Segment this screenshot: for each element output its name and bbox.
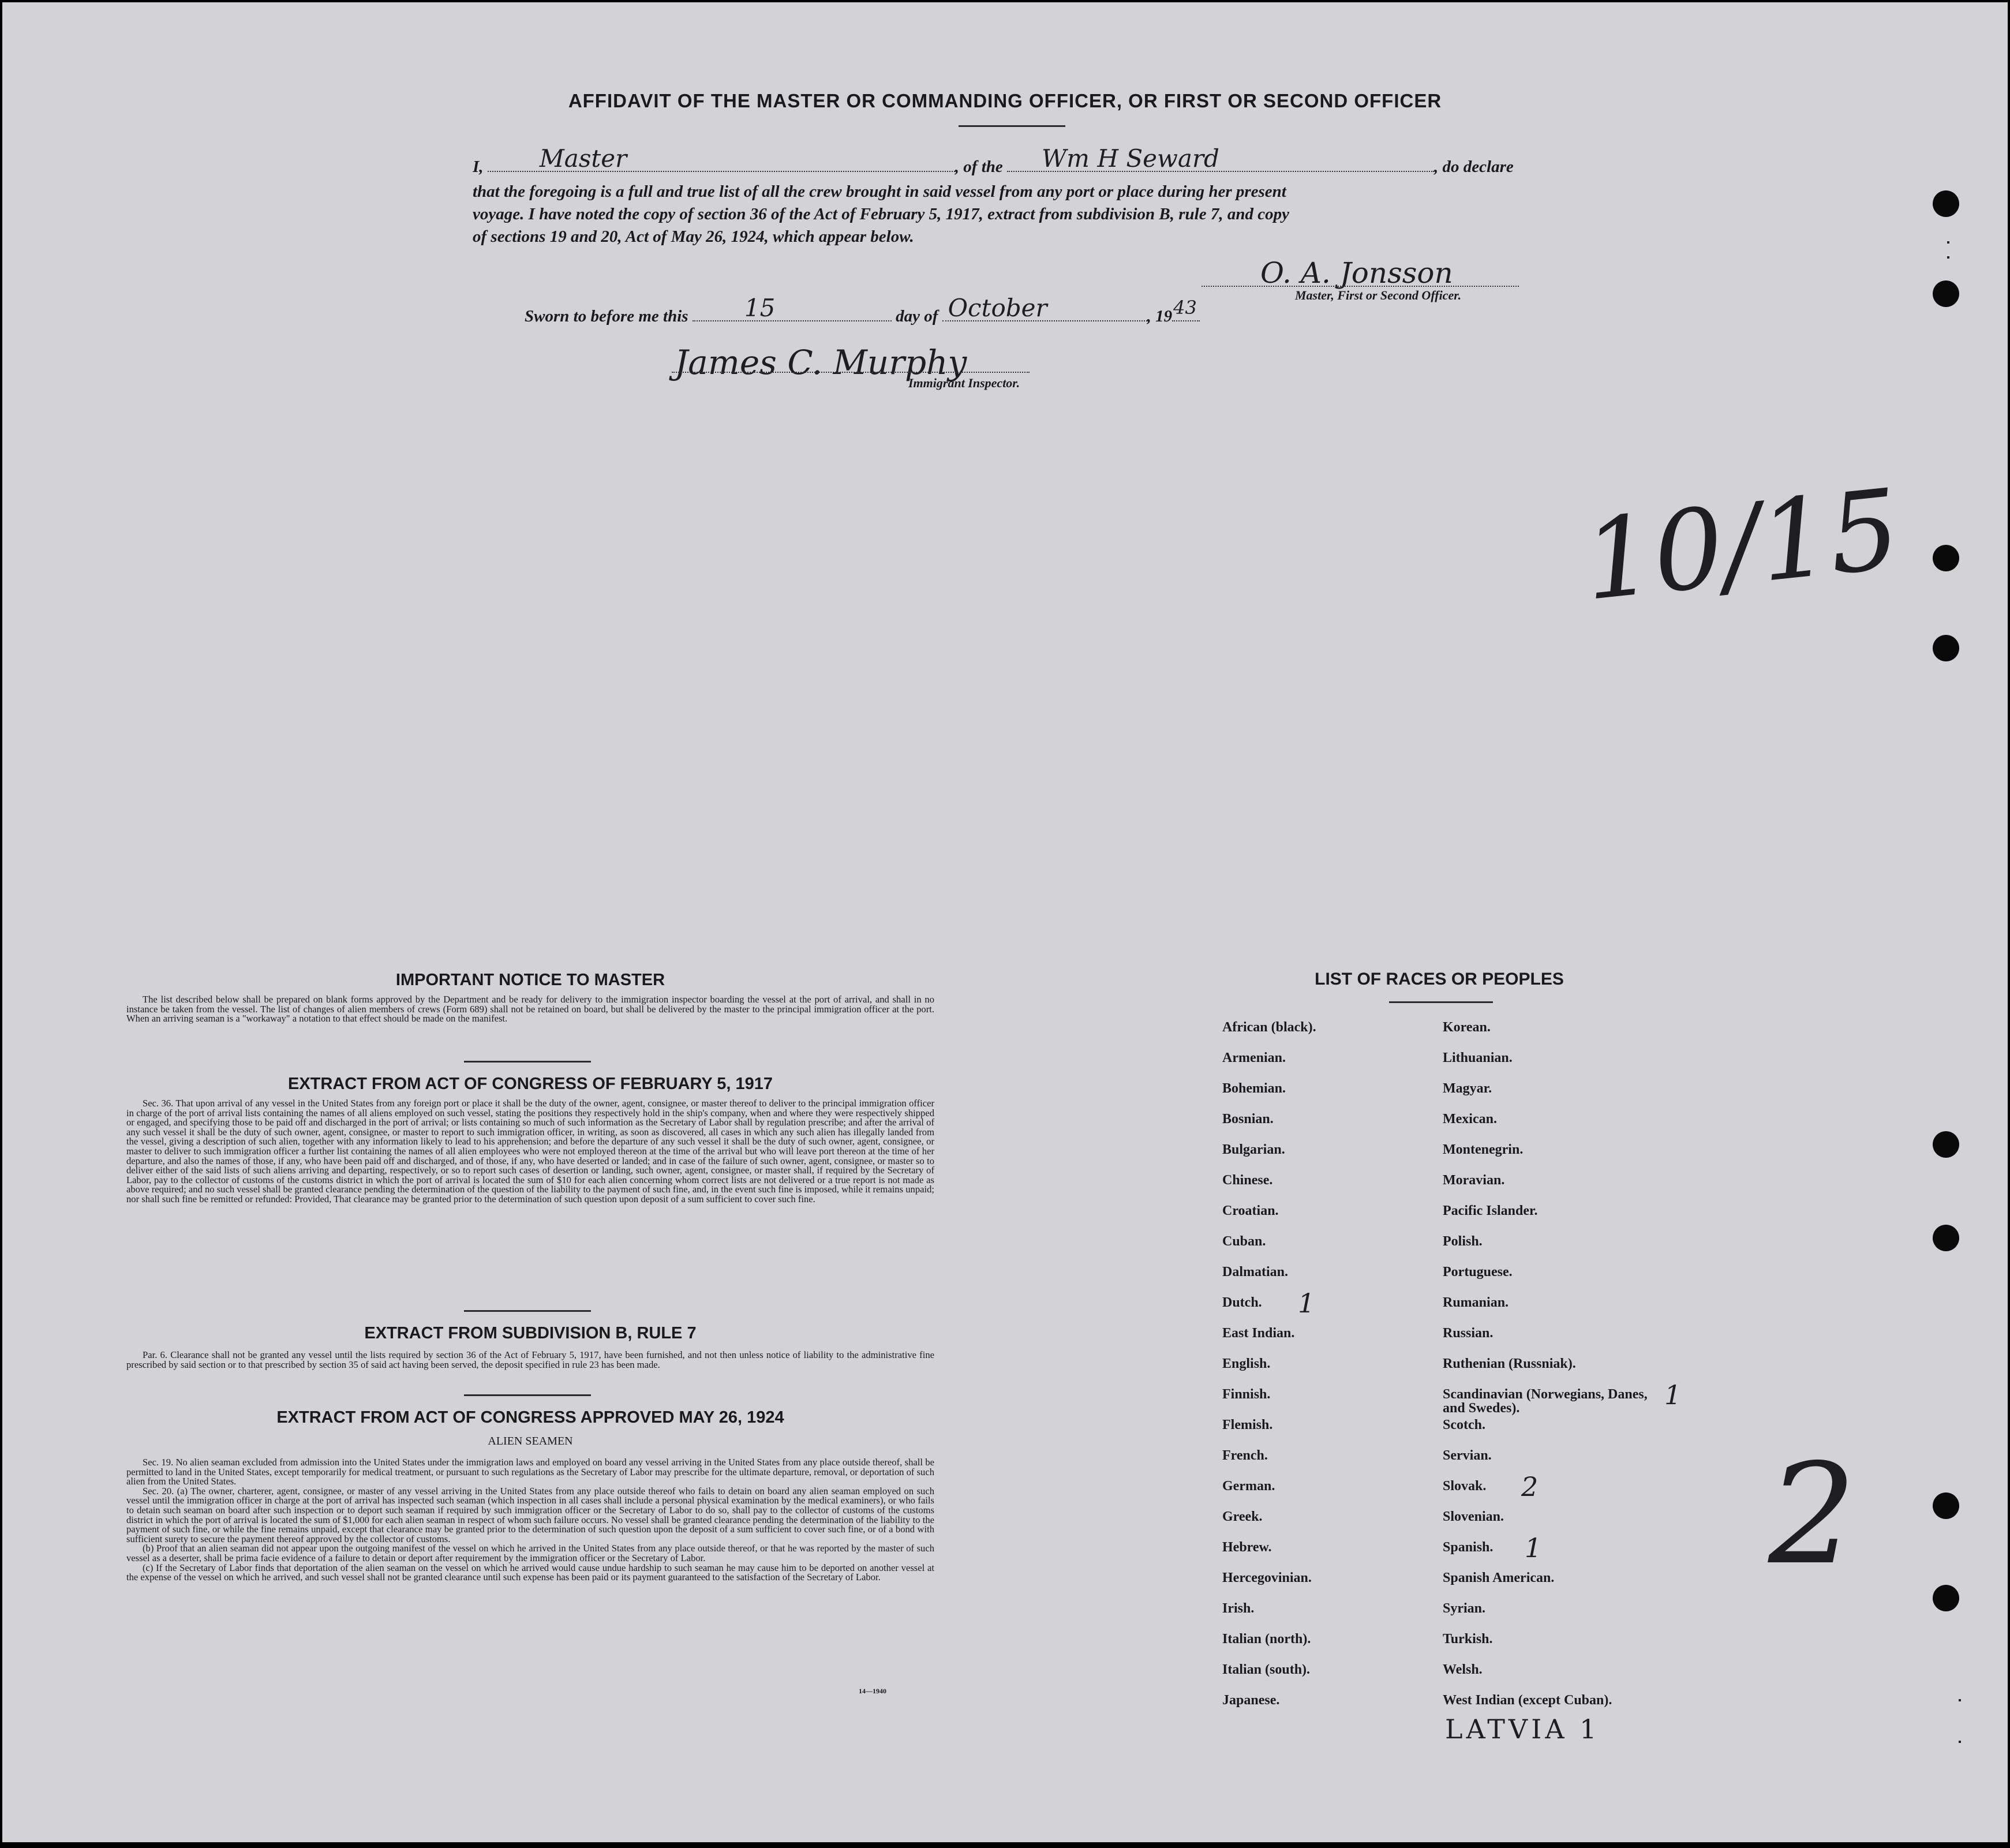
race-name: Chinese. (1222, 1173, 1273, 1188)
date-annotation: 10/15 (1577, 465, 1906, 626)
sec20b-paragraph: (b) Proof that an alien seaman did not appear upon the outgoing manifest of the vessel on which he arrived in the United States from any place outside thereof, or that he was reported by the master of such vessel as a deserter, shall be prima facie evidence of a failure to detain or deport after requirement by the immigration officer or the Secretary of Labor. (126, 1543, 934, 1563)
race-name: Mexican. (1443, 1112, 1497, 1127)
inspector-signature-line (672, 372, 1030, 373)
punch-hole (1933, 1131, 1959, 1158)
page-number: 2 (1768, 1434, 1856, 1595)
race-count-handwritten: 1 (1525, 1532, 1542, 1563)
races-divider (1389, 1001, 1493, 1003)
extract-1917-divider (464, 1310, 591, 1312)
punch-hole (1933, 545, 1959, 571)
race-name: Welsh. (1443, 1662, 1483, 1677)
extract-1924-subtitle: ALIEN SEAMEN (488, 1435, 573, 1447)
race-name: German. (1222, 1479, 1275, 1494)
race-name: Scotch. (1443, 1417, 1485, 1432)
race-name: Korean. (1443, 1020, 1491, 1035)
officer-signature-line (1201, 286, 1519, 287)
race-name: Spanish. (1443, 1540, 1494, 1555)
race-name: Greek. (1222, 1509, 1263, 1524)
race-name: Italian (south). (1222, 1662, 1311, 1677)
race-name: Irish. (1222, 1601, 1255, 1616)
extract-1917-paragraph: Sec. 36. That upon arrival of any vessel in the United States from any foreign port or place it shall be the duty of the owner, agent, consignee, or master thereof to deliver to the principal immigration officer in charge of the port of arrival lists containing the names of all aliens employed on such vessel, stating the positions they respectively hold in the ship's company, when and where they were respectively shipped or engaged, and specifying those to be paid off and discharged in the port of arrival; or lists containing so much of such information as the Secretary of Labor shall by regulation prescribe; and after the arrival of any such vessel it shall be the duty of such owner, agent, consignee, or master to report to such immigration officer, in writing, as soon as discovered, all cases in which any such alien has illegally landed from the vessel, giving a description of such alien, together with any information likely to lead to his apprehension; and before the departure of any such vessel it shall be the duty of such owner, agent, consignee, or master to deliver to such immigration officer a further list containing the names of all alien employees who were not employed thereon at the time of the arrival but who will leave port thereon at the time of her departure, and also the names of those, if any, who have been paid off and discharged, and of those, if any, who have deserted or landed; and in case of the failure of such owner, agent, consignee, or master so to deliver either of the said lists of such aliens arriving and departing, respectively, or so to report such cases of desertion or landing, such owner, agent, consignee, or master shall, if required by the Secretary of Labor, pay to the collector of customs of the customs district in which the port of arrival is located the sum of $10 for each alien concerning whom correct lists are not delivered or a true report is not made as above required; and no such vessel shall be granted clearance pending the determination of the question of the liability to the payment of such fine, and, in the event such fine is imposed, while it remains unpaid; nor shall such fine be remitted or refunded: Provided, That clearance may be granted prior to the determination of such question upon deposit of a sum sufficient to cover such fine. (126, 1098, 934, 1204)
race-name: Hercegovinian. (1222, 1570, 1312, 1585)
race-name: East Indian. (1222, 1326, 1295, 1341)
race-name: Portuguese. (1443, 1265, 1513, 1280)
margin-speck (1947, 256, 1949, 259)
sec20a-paragraph: Sec. 20. (a) The owner, charterer, agent, consignee, or master of any vessel arriving in the United States from any place outside thereof who fails to detain on board any alien seaman employed on such vessel until the immigration officer in charge at the port of arrival has inspected such seaman (which inspection in all cases shall include a personal physical examination by the medical examiners), or who fails to detain such seaman on board after such inspection or to deport such seaman if required by such immigration officer or the Secretary of Labor to do so, shall pay to the collector of customs of the customs district in which the port of arrival is located the sum of $1,000 for each alien seaman in respect of whom such failure occurs. No vessel shall be granted clearance pending the determination of the liability to the payment of such fine, or while the fine remains unpaid, except that clearance may be granted prior to the determination of such question upon the deposit of a sum sufficient to cover such fine, or of a bond with sufficient surety to secure the payment thereof approved by the collector of customs. (126, 1485, 934, 1544)
extract-rule7-paragraph: Par. 6. Clearance shall not be granted any vessel until the lists required by section 36 of the Act of February 5, 1917, have been furnished, and not then unless notice of liability to the administrative fine prescribed by said section or to that prescribed by section 35 of said act having been served, the deposit specified in rule 23 has been made. (126, 1349, 934, 1370)
race-name: African (black). (1222, 1020, 1316, 1035)
sec20c-paragraph: (c) If the Secretary of Labor finds that deportation of the alien seaman on the vessel on which he arrived would cause undue hardship to such seaman he may cause him to be deported on another vessel at the expense of the vessel on which he arrived, and such vessel shall not be granted clearance until such expense has been paid or its payment guaranteed to the satisfaction of the Secretary of Labor. (126, 1562, 934, 1583)
sworn-label: Sworn to before me this (525, 307, 688, 326)
extract-rule7-divider (464, 1394, 591, 1396)
race-name: Finnish. (1222, 1387, 1271, 1402)
affidavit-title: AFFIDAVIT OF THE MASTER OR COMMANDING OFFICER, OR FIRST OR SECOND OFFICER (568, 90, 1442, 111)
extract-1924-text (126, 1458, 934, 1583)
race-name: English. (1222, 1356, 1271, 1371)
race-name: Hebrew. (1222, 1540, 1272, 1555)
race-name: Bohemian. (1222, 1081, 1286, 1096)
punch-hole (1933, 280, 1959, 307)
race-name: Moravian. (1443, 1173, 1505, 1188)
race-name: Croatian. (1222, 1203, 1279, 1218)
race-name: Dalmatian. (1222, 1265, 1288, 1280)
extract-1917-title: EXTRACT FROM ACT OF CONGRESS OF FEBRUARY 5, 1917 (287, 1075, 773, 1093)
rank-blank (488, 144, 955, 173)
extract-1917-text (126, 1099, 934, 1204)
sec19-paragraph: Sec. 19. No alien seaman excluded from admission into the United States under the immigration laws and employed on board any vessel arriving in the United States from any place outside thereof, shall be permitted to land in the United States, except temporarily for medical treatment, or pursuant to such regulations as the Secretary of Labor may prescribe for the ultimate departure, removal, or deportation of such alien from the United States. (126, 1457, 934, 1487)
race-name: Japanese. (1222, 1693, 1280, 1708)
month-blank (942, 294, 1147, 322)
punch-hole (1933, 1225, 1959, 1251)
notice-text (126, 995, 934, 1024)
race-name: Rumanian. (1443, 1295, 1509, 1310)
races-title: LIST OF RACES OR PEOPLES (1315, 970, 1564, 989)
race-name: Syrian. (1443, 1601, 1486, 1616)
month-handwritten: October (948, 294, 1047, 322)
margin-speck (1959, 1699, 1961, 1701)
notice-paragraph: The list described below shall be prepared on blank forms approved by the Department and be ready for delivery to the immigration inspector boarding the vessel at the port of arrival, and shall in no instance be taken from the vessel. The list of changes of alien members of crews (Form 689) shall not be retained on board, but shall be delivered by the master to the principal immigration officer at the port. When an arriving seaman is a "workaway" a notation to that effect should be made on the manifest. (126, 994, 934, 1024)
of-the-label: , of the (955, 158, 1003, 176)
year-blank (1172, 297, 1200, 321)
latvia-annotation: LATVIA 1 (1445, 1714, 1600, 1745)
race-name: Bulgarian. (1222, 1142, 1285, 1157)
i-label: I, (473, 158, 484, 176)
year-handwritten: 43 (1173, 297, 1197, 319)
affidavit-line-4: of sections 19 and 20, Act of May 26, 1924, which appear below. (473, 227, 914, 246)
race-name: Slovak. (1443, 1479, 1487, 1494)
year-prefix: , 19 (1147, 307, 1173, 326)
rank-handwritten: Master (539, 144, 627, 173)
inspector-caption: Immigrant Inspector. (908, 376, 1020, 390)
race-name: Dutch. (1222, 1295, 1262, 1310)
title-divider (959, 125, 1065, 127)
punch-hole (1933, 1585, 1959, 1611)
race-name: Cuban. (1222, 1234, 1266, 1249)
margin-speck (1947, 241, 1949, 244)
race-name: Slovenian. (1443, 1509, 1504, 1524)
day-of-label: day of (896, 307, 938, 326)
race-name: Bosnian. (1222, 1112, 1274, 1127)
notice-divider (464, 1061, 591, 1063)
officer-signature: O. A. Jonsson (1260, 256, 1453, 290)
extract-rule7-text (126, 1351, 934, 1370)
punch-hole (1933, 1492, 1959, 1519)
officer-caption: Master, First or Second Officer. (1295, 288, 1462, 302)
vessel-blank (1007, 144, 1434, 173)
race-count-handwritten: 1 (1664, 1379, 1682, 1411)
race-name: Italian (north). (1222, 1632, 1311, 1647)
race-count-handwritten: 2 (1521, 1471, 1539, 1502)
form-number: 14—1940 (859, 1687, 886, 1695)
race-name: Turkish. (1443, 1632, 1493, 1647)
race-name: French. (1222, 1448, 1268, 1463)
race-name: West Indian (except Cuban). (1443, 1693, 1612, 1708)
punch-hole (1933, 190, 1959, 217)
race-name: Montenegrin. (1443, 1142, 1524, 1157)
punch-hole (1933, 635, 1959, 661)
race-name: Polish. (1443, 1234, 1483, 1249)
day-blank (693, 294, 892, 322)
inspector-signature: James C. Murphy (675, 343, 967, 382)
race-name: Servian. (1443, 1448, 1492, 1463)
race-name: Spanish American. (1443, 1570, 1555, 1585)
margin-speck (1959, 1741, 1961, 1743)
race-name: Ruthenian (Russniak). (1443, 1356, 1576, 1371)
affidavit-line-3: voyage. I have noted the copy of section 36 of the Act of February 5, 1917, extract from subdivision B, rule 7, and copy (473, 205, 1289, 223)
extract-rule7-title: EXTRACT FROM SUBDIVISION B, RULE 7 (364, 1324, 697, 1342)
affidavit-line-2: that the foregoing is a full and true list of all the crew brought in said vessel from any port or place during her present (473, 182, 1286, 201)
day-handwritten: 15 (744, 294, 776, 322)
document-page (2, 2, 2008, 1842)
race-name: Flemish. (1222, 1417, 1273, 1432)
sworn-line (525, 294, 1332, 328)
notice-title: IMPORTANT NOTICE TO MASTER (395, 971, 665, 989)
race-name: Armenian. (1222, 1050, 1286, 1065)
vessel-handwritten: Wm H Seward (1042, 144, 1219, 173)
race-name: Magyar. (1443, 1081, 1492, 1096)
extract-1924-title: EXTRACT FROM ACT OF CONGRESS APPROVED MAY 26, 1924 (276, 1408, 784, 1427)
race-name: Lithuanian. (1443, 1050, 1513, 1065)
race-name: Scandinavian (Norwegians, Danes, and Swedes). (1443, 1387, 1648, 1416)
race-count-handwritten: 1 (1298, 1288, 1315, 1319)
race-name: Pacific Islander. (1443, 1203, 1538, 1218)
affidavit-line-1 (473, 144, 1558, 178)
race-name: Russian. (1443, 1326, 1494, 1341)
declare-label: , do declare (1434, 158, 1514, 176)
